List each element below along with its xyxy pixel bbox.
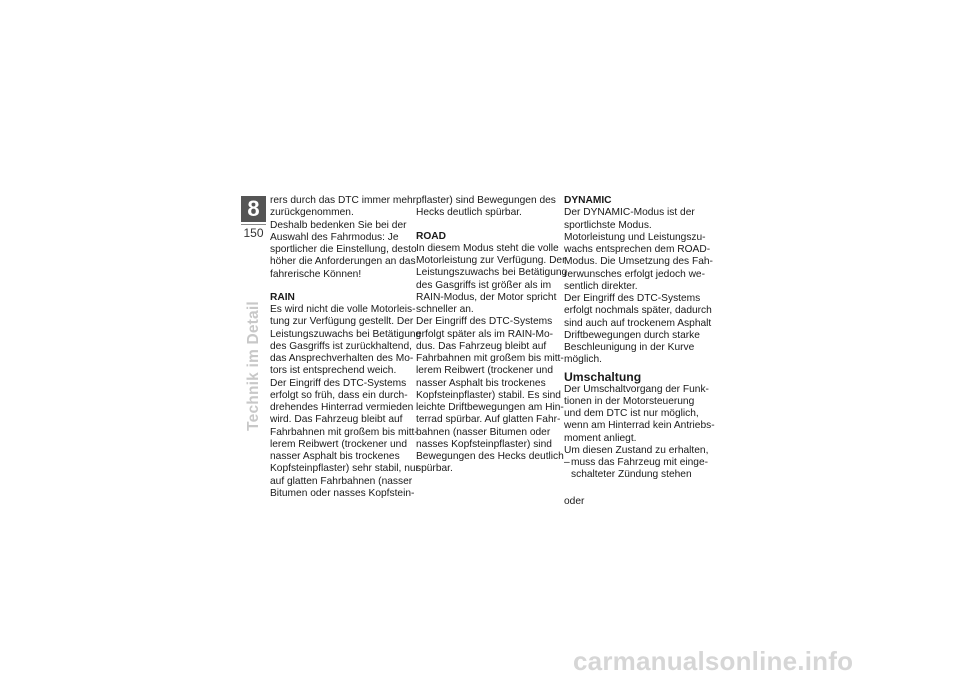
watermark: carmanualsonline.info	[573, 646, 854, 676]
text-line: Modus. Die Umsetzung des Fah-	[564, 256, 713, 268]
text-column-2	[416, 195, 568, 476]
text-line: Der DYNAMIC-Modus ist der	[564, 207, 695, 219]
road-paragraph	[416, 242, 568, 476]
text-line: sind auch auf trockenem Asphalt	[564, 317, 712, 329]
text-line: wachs entsprechen dem ROAD-	[564, 244, 711, 255]
text-line: terrad spürbar. Auf glatten Fahr-	[416, 414, 561, 426]
text-line: lerem Reibwert (trockener und	[270, 438, 408, 450]
dynamic-paragraph	[564, 207, 713, 366]
text-line: tung zur Verfügung gestellt. Der	[270, 316, 414, 328]
text-line: Driftbewegungen durch starke	[564, 329, 700, 341]
bullet-item	[564, 457, 709, 469]
text-line: Der Eingriff des DTC-Systems	[270, 377, 407, 389]
text-line: nasses Kopfsteinpflaster) sind	[416, 438, 552, 450]
text-line: sentlich direkter.	[564, 280, 638, 292]
text-line: des Gasgriffs ist größer als im	[416, 279, 552, 291]
text-line: drehendes Hinterrad vermieden	[270, 402, 414, 413]
text-line: Hecks deutlich spürbar.	[416, 207, 522, 219]
bullet-text-line1: muss das Fahrzeug mit einge-	[571, 457, 709, 468]
text-line: erfolgt so früh, dass ein durch-	[270, 389, 408, 401]
text-line: wenn am Hinterrad kein Antriebs-	[564, 420, 715, 432]
text-line: Deshalb bedenken Sie bei der	[270, 219, 407, 231]
text-line: Auswahl des Fahrmodus: Je	[270, 231, 399, 243]
text-line: und dem DTC ist nur möglich,	[564, 408, 699, 419]
col1-intro	[270, 195, 417, 281]
text-line: sportlicher die Einstellung, desto	[270, 244, 417, 255]
text-line: Motorleistung zur Verfügung. Der	[416, 255, 566, 266]
text-line: tionen in der Motorsteuerung	[564, 395, 695, 407]
text-line: leichte Driftbewegungen am Hin-	[416, 402, 564, 413]
text-line: tors ist entsprechend weich.	[270, 365, 397, 377]
rain-heading: RAIN	[270, 291, 295, 303]
text-line: erfolgt später als im RAIN-Mo-	[416, 328, 553, 340]
rain-paragraph	[270, 304, 422, 500]
text-line: Leistungszuwachs bei Betätigung	[416, 267, 568, 279]
text-line: Der Eingriff des DTC-Systems	[416, 316, 553, 328]
text-line: Bitumen oder nasses Kopfstein-	[270, 487, 415, 499]
text-line: spürbar.	[416, 463, 453, 475]
text-line: schneller an.	[416, 304, 474, 315]
text-line: erfolgt nochmals später, dadurch	[564, 305, 712, 317]
text-line: moment anliegt.	[564, 432, 637, 444]
umschaltung-paragraph	[564, 383, 715, 458]
text-line: rers durch das DTC immer mehr	[270, 195, 417, 206]
side-chapter-title-text: Technik im Detail	[245, 301, 263, 431]
text-line: Fahrbahnen mit großem bis mitt-	[416, 353, 564, 364]
text-line: Leistungszuwachs bei Betätigung	[270, 328, 422, 340]
text-line: Kopfsteinpflaster) sehr stabil, nur	[270, 463, 419, 475]
text-line: lerem Reibwert (trockener und	[416, 365, 554, 377]
text-line: Motorleistung und Leistungszu-	[564, 231, 706, 243]
text-line: Bewegungen des Hecks deutlich	[416, 451, 564, 462]
text-line: fahrerische Können!	[270, 268, 362, 280]
text-line: auf glatten Fahrbahnen (nasser	[270, 475, 413, 487]
text-line: Fahrbahnen mit großem bis mitt-	[270, 426, 418, 438]
text-line: höher die Anforderungen an das	[270, 256, 416, 268]
bullet-dash: –	[564, 457, 570, 468]
text-line: Beschleunigung in der Kurve	[564, 342, 695, 353]
text-line: Der Eingriff des DTC-Systems	[564, 293, 701, 304]
text-line: In diesem Modus steht die volle	[416, 242, 559, 254]
text-line: Der Umschaltvorgang der Funk-	[564, 383, 709, 395]
text-column-1	[270, 195, 422, 500]
text-line: Kopfsteinpflaster) stabil. Es sind	[416, 389, 561, 401]
text-line: wird. Das Fahrzeug bleibt auf	[270, 414, 403, 426]
road-heading: ROAD	[416, 230, 446, 242]
text-line: rerwunsches erfolgt jedoch we-	[564, 268, 705, 280]
text-line: nasser Asphalt bis trockenes	[270, 451, 400, 462]
text-line: dus. Das Fahrzeug bleibt auf	[416, 340, 547, 352]
text-line: sportlichste Modus.	[564, 219, 652, 231]
text-line: das Ansprechverhalten des Mo-	[270, 353, 414, 364]
text-column-3	[564, 195, 715, 508]
text-line: Es wird nicht die volle Motorleis-	[270, 304, 416, 315]
side-chapter-title	[240, 301, 268, 431]
chapter-number-badge: 8	[241, 196, 266, 222]
oder-text: oder	[564, 495, 585, 507]
text-line: nasser Asphalt bis trockenes	[416, 377, 546, 389]
text-line: möglich.	[564, 354, 602, 366]
bullet-text-line2: schalteter Zündung stehen	[571, 469, 692, 481]
col2-intro	[416, 195, 556, 220]
dynamic-heading: DYNAMIC	[564, 195, 612, 206]
text-line: pflaster) sind Bewegungen des	[416, 195, 556, 206]
page-number: 150	[241, 224, 266, 240]
text-line: RAIN-Modus, der Motor spricht	[416, 291, 557, 303]
text-line: zurückgenommen.	[270, 207, 354, 219]
text-line: bahnen (nasser Bitumen oder	[416, 426, 551, 438]
text-line: Um diesen Zustand zu erhalten,	[564, 444, 709, 456]
umschaltung-heading: Umschaltung	[564, 369, 642, 384]
text-line: des Gasgriffs ist zurückhaltend,	[270, 340, 412, 352]
